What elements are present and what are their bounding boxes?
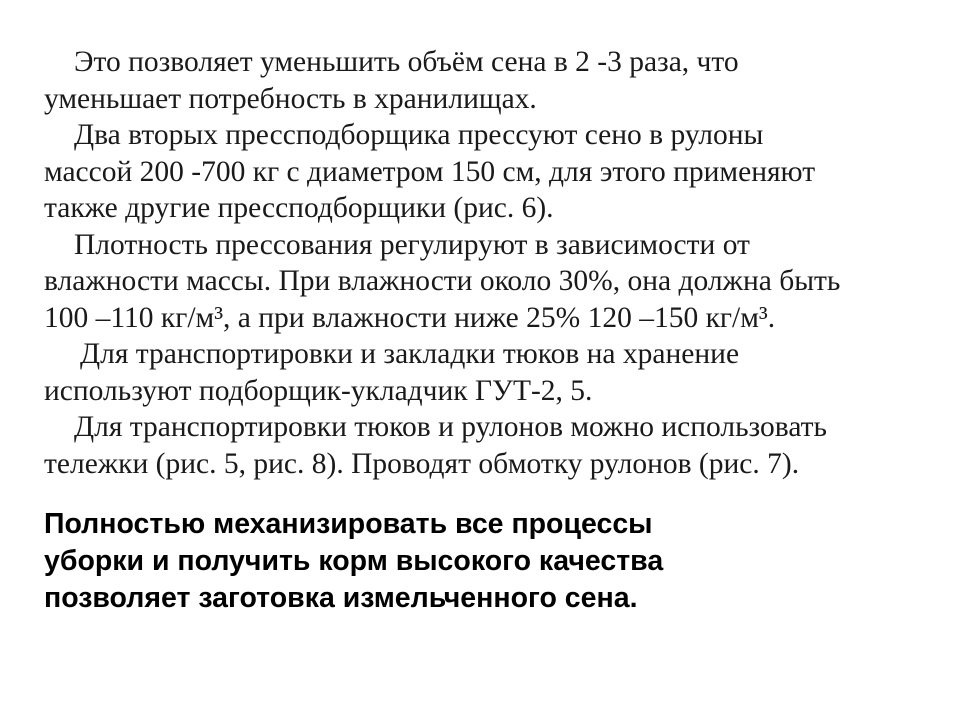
- text-line: Плотность прессования регулируют в зависимости от: [74, 228, 750, 261]
- text-line: массой 200 -700 кг с диаметром 150 см, для этого применяют: [44, 155, 816, 188]
- body-text: [44, 44, 924, 482]
- paragraph-carts-wrapping: [44, 409, 924, 482]
- text-line: влажности массы. При влажности около 30%, она должна быть: [44, 265, 841, 297]
- text-line: Для транспортировки тюков и рулонов можно использовать: [74, 411, 827, 443]
- text-line: Два вторых прессподборщика прессуют сено в рулоны: [74, 119, 764, 151]
- paragraph-bale-transport: [44, 336, 924, 409]
- text-line: Это позволяет уменьшить объём сена в 2 -3 раза, что: [74, 46, 739, 78]
- conclusion-line: позволяет заготовка измельченного сена.: [44, 582, 638, 614]
- text-line: 100 –110 кг/м³, а при влажности ниже 25% 120 –150 кг/м³.: [44, 301, 776, 334]
- text-line: Для транспортировки и закладки тюков на хранение: [80, 338, 740, 370]
- paragraph-round-balers: [44, 117, 924, 227]
- paragraph-pressing-density: [44, 227, 924, 337]
- conclusion-line: Полностью механизировать все процессы: [44, 508, 653, 540]
- text-line: уменьшает потребность в хранилищах.: [44, 82, 537, 115]
- text-line: используют подборщик-укладчик ГУТ-2, 5.: [44, 374, 593, 407]
- paragraph-hay-volume: [44, 44, 924, 117]
- conclusion-text: [44, 506, 944, 617]
- text-line: тележки (рис. 5, рис. 8). Проводят обмотку рулонов (рис. 7).: [44, 447, 800, 480]
- conclusion-line: уборки и получить корм высокого качества: [44, 545, 664, 577]
- text-line: также другие прессподборщики (рис. 6).: [44, 192, 554, 224]
